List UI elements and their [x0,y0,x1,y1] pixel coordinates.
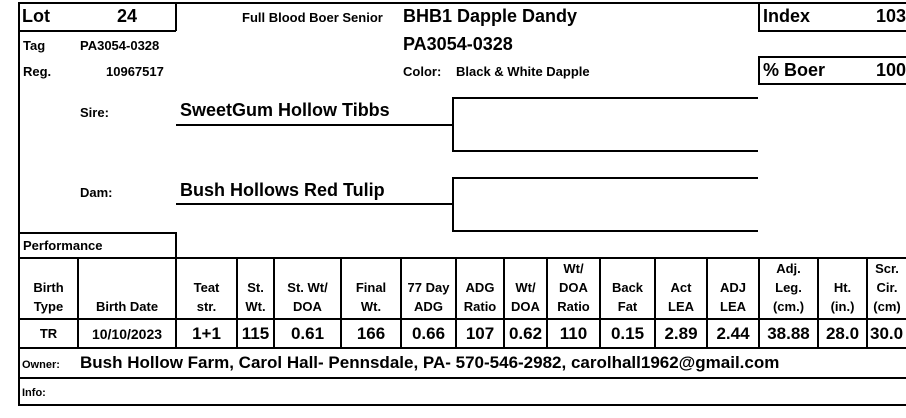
cell-teat-str: 1+1 [192,323,221,343]
dam-name: Bush Hollows Red Tulip [180,180,385,200]
performance-box-right [175,232,177,259]
color-value: Black & White Dapple [456,64,590,79]
col-header-birth-type: Birth Type [33,280,64,314]
dam-bracket [452,177,454,231]
animal-tag: PA3054-0328 [403,34,513,54]
index-box-left [758,2,760,31]
cell-st-wt: 115 [241,323,270,343]
performance-label: Performance [23,238,103,253]
cell-birth-date: 10/10/2023 [91,325,163,342]
col-header-wt-doa-ratio: Wt/ DOA Ratio [557,261,590,314]
animal-name: BHB1 Dapple Dandy [403,6,578,26]
boer-value: 100 [876,60,906,80]
sire-label: Sire: [80,105,109,120]
dam-label: Dam: [80,185,113,200]
cell-adg-ratio: 107 [465,323,495,343]
col-header-77-day-adg: 77 Day ADG [407,280,450,314]
color-label: Color: [403,64,442,79]
col-header-ht: Ht. (in.) [830,280,855,314]
dam-line [176,203,453,205]
cell-birth-type: TR [39,326,58,341]
cell-act-lea: 2.89 [664,323,698,343]
sire-bracket [452,97,454,151]
sire-dam-line [452,150,758,152]
col-header-scr-cir: Scr. Cir. (cm) [873,261,901,314]
frame-top [18,2,906,4]
sire-name: SweetGum Hollow Tibbs [180,100,390,120]
col-header-st-wt-doa: St. Wt/ DOA [287,280,328,314]
table-bottom [18,347,906,349]
performance-box-top [18,232,176,234]
col-header-teat-str: Teat str. [193,280,220,314]
info-label: Info: [22,387,46,399]
owner-value: Bush Hollow Farm, Carol Hall- Pennsdale, PA- 570-546-2982, carolhall1962@gmail.com [80,353,780,372]
cell-final-wt: 166 [356,323,386,343]
lot-label: Lot [22,6,50,26]
cell-st-wt-doa: 0.61 [290,323,325,343]
col-header-back-fat: Back Fat [611,280,644,314]
dam-sire-line [452,177,758,179]
lot-box-bottom [18,30,176,32]
tag-label: Tag [23,38,46,53]
col-header-st-wt: St. Wt. [245,280,266,314]
sire-line [176,124,453,126]
sire-sire-line [452,97,758,99]
cell-adj-leg: 38.88 [767,323,810,343]
cell-wt-doa: 0.62 [508,323,543,343]
cell-wt-doa-ratio: 110 [559,323,588,343]
col-header-wt-doa: Wt/ DOA [511,280,540,314]
lot-value: 24 [117,6,138,26]
frame-bottom [18,404,906,406]
col-header-adj-leg: Adj. Leg. (cm.) [772,261,805,314]
reg-label: Reg. [23,64,52,79]
col-header-adg-ratio: ADG Ratio [463,280,497,314]
index-box-bottom [758,30,906,32]
boer-box-top [758,56,906,58]
boer-box-left [758,56,760,84]
col-header-birth-date: Birth Date [95,299,159,314]
owner-label: Owner: [22,359,60,371]
breed-label: Full Blood Boer Senior [242,10,383,25]
cell-ht: 28.0 [825,323,860,343]
owner-line [18,377,906,379]
col-header-adj-lea: ADJ LEA [719,280,746,314]
col-header-act-lea: Act LEA [668,280,694,314]
cell-scr-cir: 30.0 [870,323,904,343]
tag-value: PA3054-0328 [80,38,160,53]
reg-value: 10967517 [106,64,164,79]
index-value: 103 [876,6,906,26]
index-label: Index [763,6,811,26]
col-header-final-wt: Final Wt. [355,280,387,314]
dam-dam-line [452,230,758,232]
boer-label: % Boer [763,60,826,80]
boer-box-bottom [758,83,906,85]
lot-box-right [175,2,177,31]
cell-adj-lea: 2.44 [716,323,750,343]
cell-77-day-adg: 0.66 [411,323,446,343]
cell-back-fat: 0.15 [610,323,645,343]
